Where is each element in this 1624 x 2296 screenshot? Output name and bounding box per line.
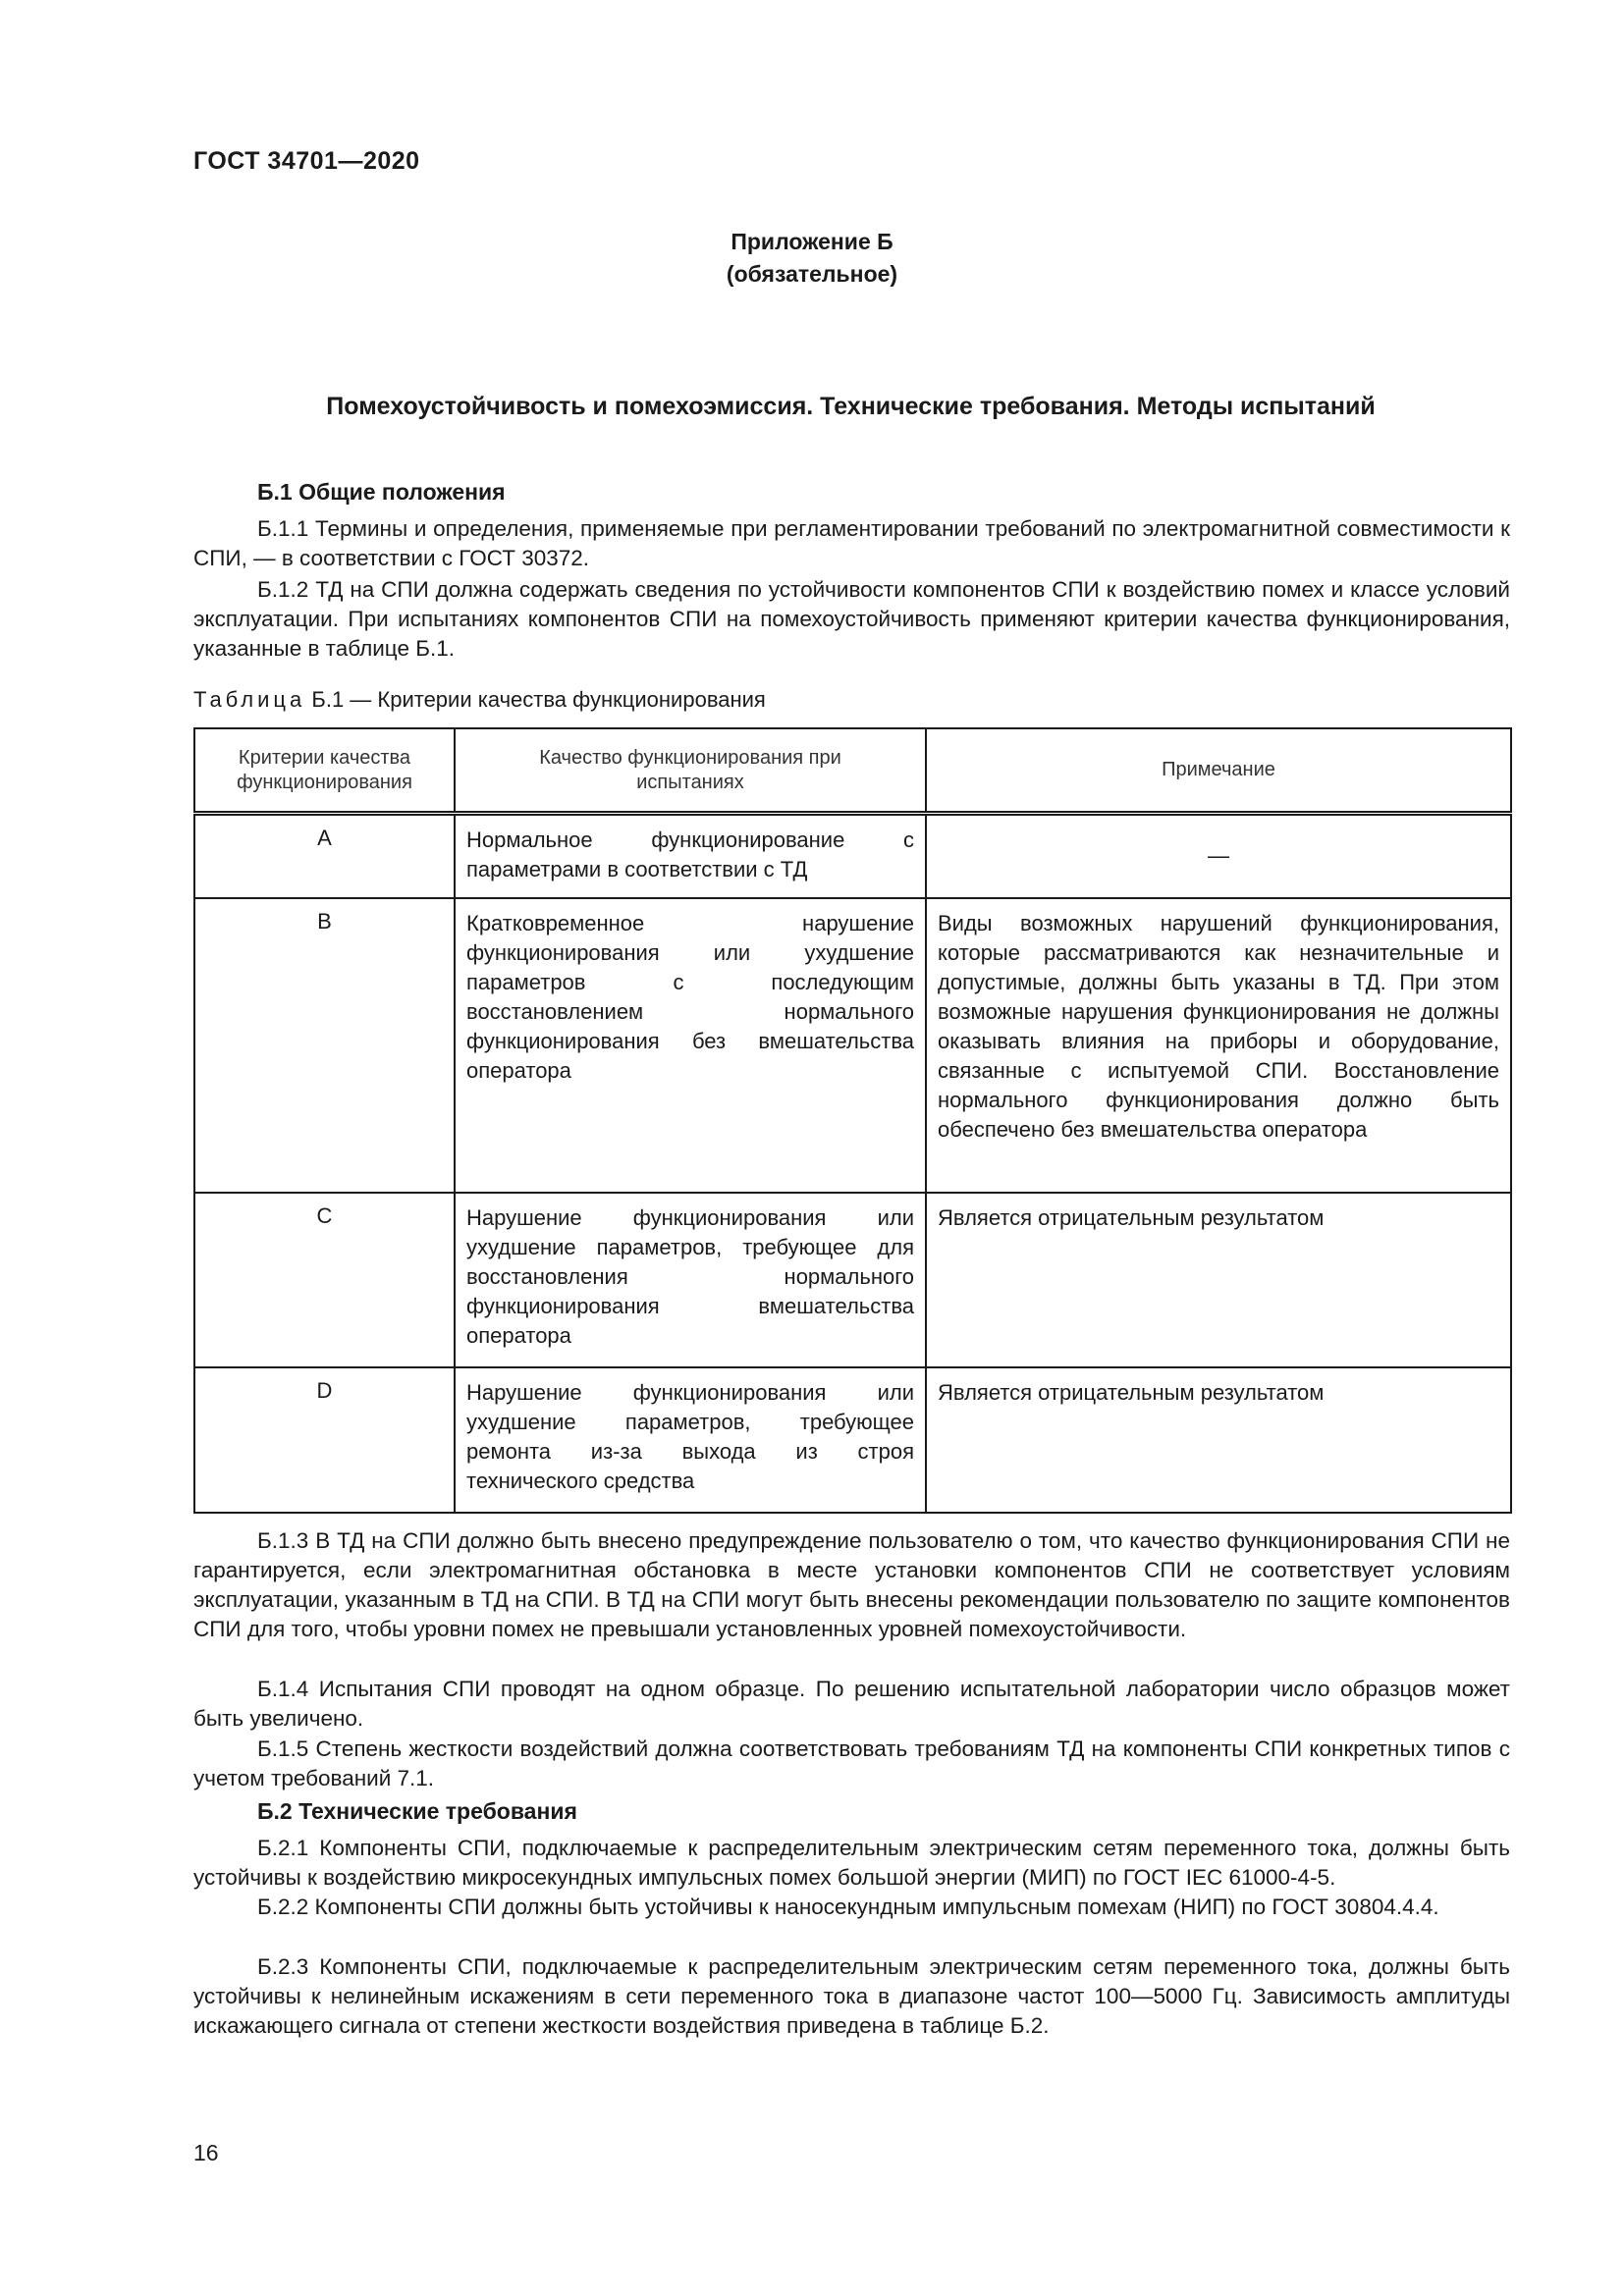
page-number: 16 bbox=[193, 2140, 219, 2165]
section-b1-heading: Б.1 Общие положения bbox=[257, 479, 506, 505]
criterion-cell: C bbox=[194, 1193, 455, 1367]
note-cell: — bbox=[926, 814, 1511, 898]
note-cell: Виды возможных нарушений функционирования, которые рассматриваются как незначительные и допустимые, должны быть указаны в ТД. При этом возможные нарушения функционирования не должны оказывать влияния на приборы и оборудование, связанные с испытуемой СПИ. Восстановление нормального функционирования должно быть обеспечено без вмешательства оператора bbox=[926, 898, 1511, 1193]
header-note: Примечание bbox=[926, 728, 1511, 814]
paragraph-b1-5: Б.1.5 Степень жесткости воздействий должна соответствовать требованиям ТД на компоненты СПИ конкретных типов с учетом требований 7.1. bbox=[193, 1736, 1510, 1790]
paragraph-b2-1: Б.2.1 Компоненты СПИ, подключаемые к распределительным электрическим сетям переменного тока, должны быть устойчивы к воздействию микросекундных импульсных помех большой энергии (МИП) по ГОСТ IEC 61000-4-5. bbox=[193, 1836, 1510, 1890]
table-row bbox=[194, 898, 1511, 1193]
note-cell: Является отрицательным результатом bbox=[926, 1193, 1511, 1367]
quality-cell: Нормальное функционирование с параметрами в соответствии с ТД bbox=[455, 814, 926, 898]
main-title: Помехоустойчивость и помехоэмиссия. Технические требования. Методы испытаний bbox=[326, 393, 1376, 420]
table-caption-word: Таблица bbox=[193, 687, 306, 712]
criterion-cell: B bbox=[194, 898, 455, 1193]
quality-cell: Нарушение функционирования или ухудшение параметров, требующее для восстановления нормального функционирования вмешательства оператора bbox=[455, 1193, 926, 1367]
quality-cell: Нарушение функционирования или ухудшение параметров, требующее ремонта из-за выхода из строя технического средства bbox=[455, 1367, 926, 1513]
header-criteria: Критерии качества функционирования bbox=[194, 728, 455, 814]
quality-cell: Кратковременное нарушение функционирования или ухудшение параметров с последующим восстановлением нормального функционирования без вмешательства оператора bbox=[455, 898, 926, 1193]
table-row bbox=[194, 814, 1511, 898]
table-row bbox=[194, 1193, 1511, 1367]
table-caption bbox=[193, 687, 766, 713]
table-caption-text: Б.1 — Критерии качества функционирования bbox=[311, 687, 766, 712]
paragraph-b2-3: Б.2.3 Компоненты СПИ, подключаемые к распределительным электрическим сетям переменного тока, должны быть устойчивы к нелинейным искажениям в сети переменного тока в диапазоне частот 100—5000 Гц. Зависимость амплитуды искажающего сигнала от степени жесткости воздействия приведена в таблице Б.2. bbox=[193, 1954, 1510, 2038]
paragraph-b1-3: Б.1.3 В ТД на СПИ должно быть внесено предупреждение пользователю о том, что качество функционирования СПИ не гарантируется, если электромагнитная обстановка в месте установки компонентов СПИ не соответствует условиям эксплуатации, указанным в ТД на СПИ. В ТД на СПИ могут быть внесены рекомендации пользователю по защите компонентов СПИ для того, чтобы уровни помех не превышали установленных уровней помехоустойчивости. bbox=[193, 1528, 1510, 1641]
note-cell: Является отрицательным результатом bbox=[926, 1367, 1511, 1513]
paragraph-b1-2: Б.1.2 ТД на СПИ должна содержать сведения по устойчивости компонентов СПИ к воздействию помех и классе условий эксплуатации. При испытаниях компонентов СПИ на помехоустойчивость применяют критерии качества функционирования, указанные в таблице Б.1. bbox=[193, 577, 1510, 661]
appendix-status: (обязательное) bbox=[726, 261, 898, 287]
paragraph-b1-4: Б.1.4 Испытания СПИ проводят на одном образце. По решению испытательной лаборатории число образцов может быть увеличено. bbox=[193, 1677, 1510, 1731]
appendix-title: Приложение Б bbox=[731, 229, 893, 254]
header-quality: Качество функционирования при испытаниях bbox=[455, 728, 926, 814]
paragraph-b2-2: Б.2.2 Компоненты СПИ должны быть устойчивы к наносекундным импульсным помехам (НИП) по ГОСТ 30804.4.4. bbox=[257, 1895, 1439, 1919]
appendix-heading bbox=[0, 226, 1624, 291]
section-b2-heading: Б.2 Технические требования bbox=[257, 1798, 577, 1824]
table-header-row bbox=[194, 728, 1511, 814]
document-code: ГОСТ 34701—2020 bbox=[193, 147, 420, 175]
criteria-table bbox=[193, 727, 1512, 1514]
table-row bbox=[194, 1367, 1511, 1513]
paragraph-b1-1: Б.1.1 Термины и определения, применяемые при регламентировании требований по электромагнитной совместимости к СПИ, — в соответствии с ГОСТ 30372. bbox=[193, 516, 1510, 570]
criterion-cell: A bbox=[194, 814, 455, 898]
criterion-cell: D bbox=[194, 1367, 455, 1513]
